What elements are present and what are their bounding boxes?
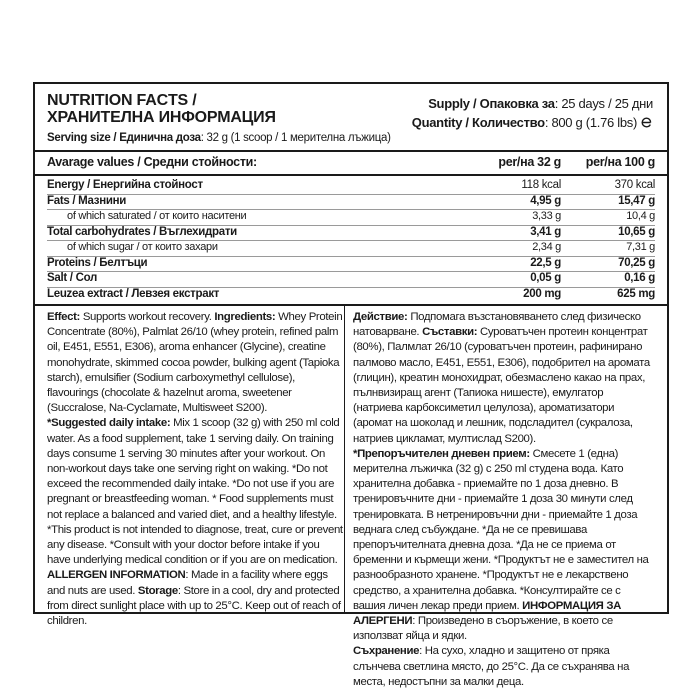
- row-label: of which sugar / от които захари: [67, 241, 218, 253]
- intake-label: *Suggested daily intake:: [47, 417, 171, 430]
- row-per-100g: 15,47 g: [618, 194, 655, 207]
- label-header: [35, 84, 667, 150]
- effect-label: Effect:: [47, 311, 80, 323]
- description-section: [35, 304, 667, 688]
- serving-size-value: : 32 g (1 scoop / 1 мерителна лъжица): [200, 132, 391, 144]
- ingredients-label-bg: Съставки:: [422, 326, 478, 339]
- row-label: Energy / Енергийна стойност: [47, 179, 203, 191]
- supply-line: [412, 94, 653, 113]
- ingredients-label: Ingredients:: [214, 311, 276, 323]
- title-en: NUTRITION FACTS /: [47, 92, 197, 109]
- row-label: Fats / Мазнини: [47, 194, 127, 207]
- table-header-rule: [35, 174, 667, 176]
- row-per-serving: 4,95 g: [530, 194, 561, 207]
- intake-label-bg: *Препоръчителен дневен прием:: [353, 447, 530, 460]
- table-row-carbohydrates: [47, 226, 655, 242]
- bulgarian-intake: [353, 447, 655, 645]
- table-row-leuzea: [47, 288, 655, 303]
- effect-text: Supports workout recovery.: [80, 311, 215, 323]
- quantity-label: Quantity / Количество: [411, 115, 545, 130]
- label-title: [47, 92, 276, 126]
- supply-block: [412, 94, 653, 134]
- table-row-fats: [47, 195, 655, 211]
- row-per-serving: 22,5 g: [530, 256, 561, 269]
- storage-text: : Store in a cool, dry and protected from direct sunlight place with up to 25°C. Keep out of reach of children.: [47, 584, 341, 628]
- bulgarian-paragraph: [353, 310, 655, 447]
- header-per-serving: per/на 32 g: [498, 155, 561, 169]
- allergen-label: ALLERGEN INFORMATION: [47, 569, 186, 582]
- table-rows: [47, 179, 655, 302]
- nutrition-table: [47, 154, 655, 302]
- table-row-sugar: [47, 241, 655, 257]
- row-label: Proteins / Белтъци: [47, 256, 148, 269]
- row-per-serving: 2,34 g: [532, 241, 561, 253]
- row-per-100g: 70,25 g: [618, 256, 655, 269]
- description-english: [47, 310, 343, 629]
- row-per-serving: 118 kcal: [521, 179, 561, 191]
- intake-text-bg: Смесете 1 (една) мерителна лъжичка (32 g) с 250 ml студена вода. Като хранителна добавка - приемайте по 1 доза дневно. В тренировъчните дни - приемайте 1 доза 30 минути след тренировката. В нетренировъчни дни - приемайте 1 доза веднага след събуждане. *Да не се превишава препоръчителната дневна доза. *Да не се приема от бременни и кърмещи жени. *Продуктът не е заместител на разнообразното хранене. *Продуктът не е лекарствено средство, а хранителна добавка. *Консултирайте се с вашия личен лекар преди прием.: [353, 447, 649, 612]
- row-label: Salt / Сол: [47, 272, 98, 284]
- row-per-serving: 3,33 g: [532, 210, 561, 222]
- quantity-line: [412, 113, 653, 134]
- effect-text-bg: Подпомага възстановяването след физическо натоварване.: [353, 311, 641, 339]
- table-row-saturated: [47, 210, 655, 226]
- storage-text-bg: : На сухо, хладно и защитено от пряка слънчева светлина място, до 25°С. Да се съхранява на места, недостъпни за малки деца.: [353, 645, 630, 688]
- english-paragraph: [47, 310, 343, 416]
- title-bg: ХРАНИТЕЛНА ИНФОРМАЦИЯ: [47, 109, 276, 126]
- row-per-serving: 0,05 g: [530, 272, 561, 284]
- row-per-100g: 7,31 g: [626, 241, 655, 253]
- table-row-energy: [47, 179, 655, 195]
- row-per-100g: 10,65 g: [618, 225, 655, 238]
- storage-label: Storage: [137, 584, 178, 597]
- row-per-100g: 10,4 g: [626, 210, 655, 222]
- serving-size-label: Serving size / Единична доза: [47, 132, 201, 144]
- row-per-100g: 0,16 g: [624, 272, 655, 284]
- nutrition-label: [33, 82, 669, 688]
- english-allergen: [47, 568, 343, 629]
- row-label: of which saturated / от които наситени: [67, 210, 247, 222]
- table-row-proteins: [47, 257, 655, 273]
- ingredients-text-bg: Суроватъчен протеин концентрат (80%), Палмлат 26/10 (суроватъчен протеин, рафинирано палмово масло, Е451, Е551, Е306), подобрител на аромата (глицин), креатин монохидрат, обезмаслено какао на прах, пълнвизиращ агент (Тапиока нишесте), емулгатор (натриева карбоксиметил целулоза), ароматизатори (аромат на шоколад и лешник, подсладител (сукралоза, натриев цикламат, мултислад S200).: [353, 326, 650, 445]
- intake-text: Mix 1 scoop (32 g) with 250 ml cold water. As a food supplement, take 1 serving daily. On training days consume 1 serving 30 minutes after your workout. On non-workout days take one serving right on waking. *Do not exceed the recommended daily intake. *Do not use if you are pregnant or breastfeeding woman. * Food supplements must not replace a balanced and varied diet, and a healthy lifestyle. *This product is not intended to diagnose, treat, cure or prevent any disease. *Consult with your doctor before intake if you have underlying medical condition or if you are on medication.: [47, 417, 343, 567]
- table-row-salt: [47, 272, 655, 288]
- supply-value: : 25 days / 25 дни: [554, 96, 653, 111]
- row-per-100g: 370 kcal: [614, 179, 655, 191]
- english-intake: [47, 416, 343, 568]
- row-per-serving: 3,41 g: [530, 225, 561, 238]
- serving-size: [47, 132, 391, 144]
- row-label: Total carbohydrates / Въглехидрати: [47, 225, 237, 238]
- quantity-value: : 800 g (1.76 lbs): [544, 115, 637, 130]
- allergen-text-bg: : Произведено в съоръжение, в което се използват яйца и ядки.: [353, 615, 613, 643]
- bulgarian-storage: [353, 644, 655, 690]
- row-per-100g: 625 mg: [617, 287, 655, 300]
- ingredients-text: Whey Protein Concentrate (80%), Palmlat 26/10 (whey protein, refined palm oil, E451, E551, E306), aroma enhancer (Glycine), creatine monohydrate, skimmed cocoa powder, bulking agent (Tapioka starch), emulsifier (Sodium carboxymethyl cellulose), flavourings (chocolate & hazelnut aroma, sweetener (Succralose, Na-Cyclamate, Multisweet S200).: [47, 311, 343, 415]
- header-average-values: Avarage values / Средни стойности:: [47, 155, 257, 169]
- header-per-100g: per/на 100 g: [585, 155, 655, 169]
- allergen-text: : Made in a facility where eggs and nuts are used.: [47, 569, 328, 597]
- column-divider: [344, 306, 345, 612]
- table-header: [47, 154, 655, 172]
- row-label: Leuzea extract / Левзея екстракт: [47, 287, 220, 300]
- effect-label-bg: Действие:: [353, 311, 408, 323]
- description-bulgarian: [353, 310, 655, 690]
- storage-label-bg: Съхранение: [353, 645, 420, 658]
- supply-label: Supply / Опаковка за: [428, 96, 555, 111]
- header-rule: [35, 150, 667, 152]
- allergen-label-bg: ИНФОРМАЦИЯ ЗА АЛЕРГЕНИ: [353, 599, 621, 628]
- estimated-sign-icon: [640, 115, 653, 134]
- row-per-serving: 200 mg: [523, 287, 561, 300]
